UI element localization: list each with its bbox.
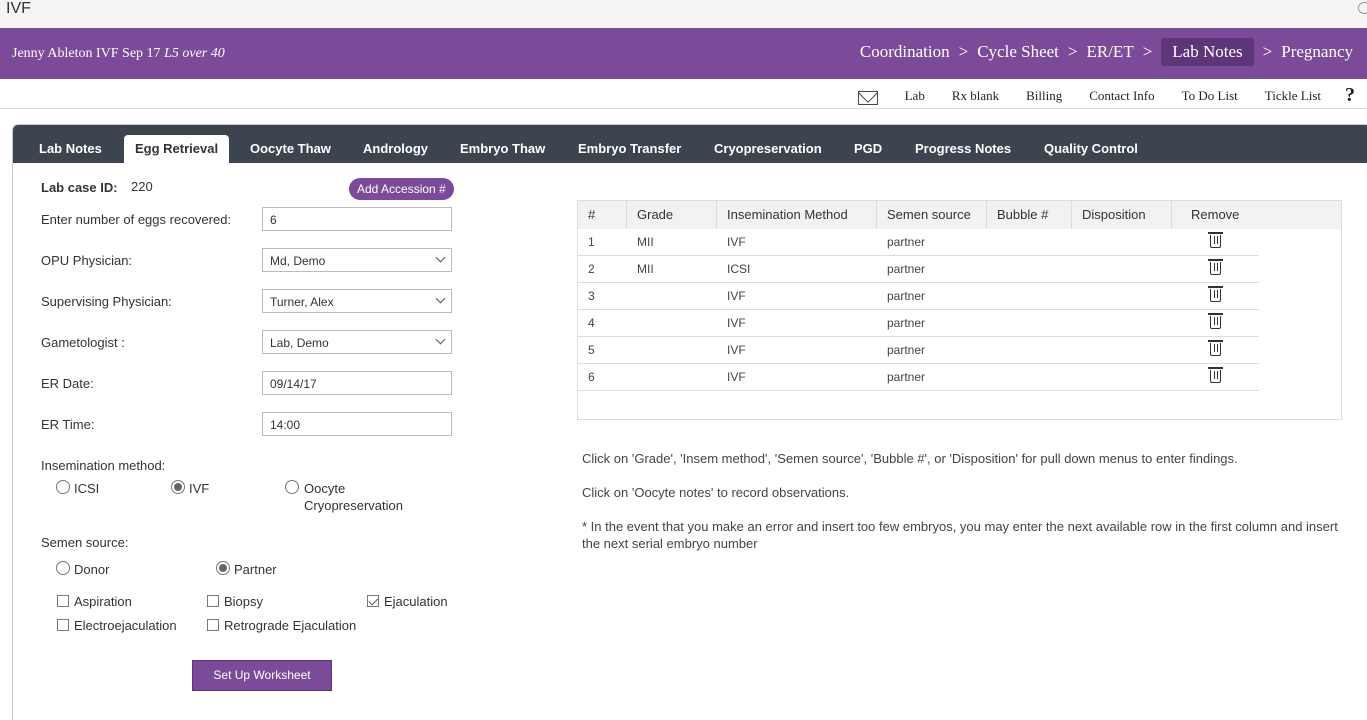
er-time-input[interactable]: 14:00 bbox=[262, 412, 452, 436]
col-remove: Remove bbox=[1191, 207, 1240, 222]
cell-semen-source[interactable]: partner bbox=[887, 289, 926, 303]
table-row bbox=[578, 229, 1259, 256]
col-number[interactable]: # bbox=[578, 201, 627, 229]
table-row bbox=[578, 364, 1259, 391]
col-grade[interactable]: Grade bbox=[627, 201, 717, 229]
nav-separator: > bbox=[958, 42, 969, 61]
patient-header bbox=[0, 28, 1367, 79]
setup-worksheet-button[interactable]: Set Up Worksheet bbox=[192, 660, 332, 691]
cell-semen-source[interactable]: partner bbox=[887, 262, 926, 276]
patient-info bbox=[12, 46, 225, 62]
cell-number: 4 bbox=[588, 316, 595, 330]
tab-lab-notes[interactable]: Lab Notes bbox=[39, 141, 102, 156]
col-bubble[interactable]: Bubble # bbox=[987, 201, 1072, 229]
cell-number: 5 bbox=[588, 343, 595, 357]
tab-oocyte-thaw[interactable]: Oocyte Thaw bbox=[250, 141, 331, 156]
chevron-down-icon bbox=[436, 253, 446, 263]
semen-source-label: Semen source: bbox=[41, 535, 129, 550]
trash-icon[interactable] bbox=[1210, 289, 1221, 302]
help-icon[interactable]: ? bbox=[1345, 84, 1355, 106]
radio-donor-label: Donor bbox=[74, 562, 110, 577]
cell-grade[interactable] bbox=[627, 283, 637, 310]
er-time-label: ER Time: bbox=[41, 417, 95, 432]
utility-links bbox=[858, 84, 1355, 107]
insemination-method-label: Insemination method: bbox=[41, 458, 166, 473]
mail-icon[interactable] bbox=[858, 91, 878, 105]
eggs-label: Enter number of eggs recovered: bbox=[41, 212, 232, 227]
link-lab[interactable]: Lab bbox=[904, 87, 925, 103]
cell-number: 1 bbox=[588, 235, 595, 249]
main-panel bbox=[12, 124, 1367, 720]
oocyte-table bbox=[577, 200, 1342, 420]
opu-physician-label: OPU Physician: bbox=[41, 253, 133, 268]
supervising-physician-value: Turner, Alex bbox=[270, 295, 334, 309]
instructions-text: Click on 'Grade', 'Insem method', 'Semen source', 'Bubble #', or 'Disposition' for pull down menus to enter findings. bbox=[582, 451, 1238, 466]
table-row bbox=[578, 283, 1259, 310]
link-billing[interactable]: Billing bbox=[1026, 87, 1063, 103]
checkbox-retrograde-label: Retrograde Ejaculation bbox=[224, 618, 357, 633]
nav-lab-notes[interactable]: Lab Notes bbox=[1161, 38, 1253, 66]
radio-icsi[interactable] bbox=[56, 480, 70, 494]
er-date-label: ER Date: bbox=[41, 376, 94, 391]
link-rx-blank[interactable]: Rx blank bbox=[951, 87, 1000, 103]
cell-semen-source[interactable]: partner bbox=[887, 370, 926, 384]
radio-icsi-label: ICSI bbox=[74, 481, 100, 496]
lab-case-label: Lab case ID: bbox=[41, 180, 118, 195]
cell-insemination-method[interactable]: IVF bbox=[727, 370, 746, 384]
nav-er-et[interactable]: ER/ET bbox=[1086, 42, 1134, 61]
tab-pgd[interactable]: PGD bbox=[854, 141, 883, 156]
er-date-input[interactable]: 09/14/17 bbox=[262, 371, 452, 395]
nav-separator: > bbox=[1067, 42, 1078, 61]
cell-semen-source[interactable]: partner bbox=[887, 343, 926, 357]
tab-bar bbox=[13, 125, 1367, 163]
checkbox-biopsy-label: Biopsy bbox=[224, 594, 264, 609]
radio-ivf-label: IVF bbox=[189, 481, 210, 496]
link-tickle-list[interactable]: Tickle List bbox=[1264, 87, 1321, 103]
patient-subtitle: L5 over 40 bbox=[164, 46, 225, 61]
link-to-do-list[interactable]: To Do List bbox=[1181, 87, 1238, 103]
window-title: IVF bbox=[6, 0, 31, 17]
nav-separator: > bbox=[1142, 42, 1153, 61]
cell-grade[interactable]: MII bbox=[637, 262, 654, 276]
radio-oocyte-cryopreservation[interactable] bbox=[285, 480, 299, 494]
col-insemination-method[interactable]: Insemination Method bbox=[717, 201, 877, 229]
checkbox-electroejaculation[interactable] bbox=[57, 619, 69, 631]
chevron-down-icon bbox=[436, 294, 446, 304]
radio-partner-label: Partner bbox=[234, 562, 277, 577]
radio-partner[interactable] bbox=[216, 561, 230, 575]
cell-semen-source[interactable]: partner bbox=[887, 316, 926, 330]
supervising-physician-label: Supervising Physician: bbox=[41, 294, 172, 309]
add-accession-button[interactable]: Add Accession # bbox=[349, 178, 454, 200]
cell-insemination-method[interactable]: IVF bbox=[727, 289, 746, 303]
cell-grade[interactable]: MII bbox=[637, 235, 654, 249]
radio-donor[interactable] bbox=[56, 561, 70, 575]
nav-coordination[interactable]: Coordination bbox=[859, 42, 950, 61]
opu-physician-value: Md, Demo bbox=[270, 254, 326, 268]
radio-oocyte-label: Oocyte bbox=[304, 481, 346, 496]
checkbox-electroejaculation-label: Electroejaculation bbox=[74, 618, 177, 633]
tab-progress-notes[interactable]: Progress Notes bbox=[915, 141, 1012, 156]
supervising-physician-select[interactable] bbox=[262, 289, 452, 313]
checkbox-aspiration[interactable] bbox=[57, 595, 69, 607]
table-header bbox=[578, 201, 1341, 229]
cell-number: 6 bbox=[588, 370, 595, 384]
tab-andrology[interactable]: Andrology bbox=[363, 141, 428, 156]
close-icon[interactable] bbox=[1358, 2, 1367, 14]
gametologist-label: Gametologist : bbox=[41, 335, 125, 350]
tab-quality-control[interactable]: Quality Control bbox=[1044, 141, 1138, 156]
patient-name: Jenny Ableton IVF Sep 17 bbox=[12, 46, 161, 61]
gametologist-value: Lab, Demo bbox=[270, 336, 329, 350]
trash-icon[interactable] bbox=[1210, 316, 1221, 329]
nav-pregnancy[interactable]: Pregnancy bbox=[1281, 42, 1353, 61]
cell-grade[interactable] bbox=[627, 337, 637, 364]
gametologist-select[interactable] bbox=[262, 330, 452, 354]
nav-cycle-sheet[interactable]: Cycle Sheet bbox=[977, 42, 1059, 61]
title-bar bbox=[0, 0, 1367, 28]
tab-embryo-transfer[interactable]: Embryo Transfer bbox=[578, 141, 682, 156]
cell-insemination-method[interactable]: ICSI bbox=[727, 262, 751, 276]
opu-physician-select[interactable] bbox=[262, 248, 452, 272]
cell-insemination-method[interactable]: IVF bbox=[727, 316, 746, 330]
error-note-text: * In the event that you make an error and insert too few embryos, you may enter the next available row in the first column and insert the next serial embryo number bbox=[582, 519, 1338, 551]
lab-case-value: 220 bbox=[131, 179, 153, 194]
tab-egg-retrieval[interactable]: Egg Retrieval bbox=[124, 135, 229, 163]
tab-embryo-thaw[interactable]: Embryo Thaw bbox=[460, 141, 546, 156]
tab-cryopreservation[interactable]: Cryopreservation bbox=[714, 141, 822, 156]
nav-separator: > bbox=[1262, 42, 1273, 61]
checkbox-biopsy[interactable] bbox=[207, 595, 219, 607]
checkbox-ejaculation[interactable] bbox=[367, 595, 379, 607]
cell-number: 2 bbox=[588, 262, 595, 276]
table-row bbox=[578, 256, 1259, 283]
col-disposition[interactable]: Disposition bbox=[1072, 201, 1172, 229]
checkbox-retrograde[interactable] bbox=[207, 619, 219, 631]
eggs-input[interactable]: 6 bbox=[262, 207, 452, 231]
radio-ivf[interactable] bbox=[171, 480, 185, 494]
cell-insemination-method[interactable]: IVF bbox=[727, 343, 746, 357]
trash-icon[interactable] bbox=[1210, 235, 1221, 248]
table-row bbox=[578, 337, 1259, 364]
oocyte-notes-text: Click on 'Oocyte notes' to record observations. bbox=[582, 485, 850, 500]
chevron-down-icon bbox=[436, 335, 446, 345]
cell-insemination-method[interactable]: IVF bbox=[727, 235, 746, 249]
table-row bbox=[578, 310, 1259, 337]
trash-icon[interactable] bbox=[1210, 343, 1221, 356]
trash-icon[interactable] bbox=[1210, 262, 1221, 275]
cell-grade[interactable] bbox=[627, 310, 637, 337]
col-semen-source[interactable]: Semen source bbox=[877, 201, 987, 229]
cell-semen-source[interactable]: partner bbox=[887, 235, 926, 249]
checkbox-ejaculation-label: Ejaculation bbox=[384, 594, 448, 609]
utility-bar bbox=[0, 79, 1367, 109]
checkbox-aspiration-label: Aspiration bbox=[74, 594, 132, 609]
cell-grade[interactable] bbox=[627, 364, 637, 391]
trash-icon[interactable] bbox=[1210, 370, 1221, 383]
workflow-nav bbox=[860, 38, 1353, 66]
radio-oocyte-label-2: Cryopreservation bbox=[304, 498, 403, 513]
link-contact-info[interactable]: Contact Info bbox=[1089, 87, 1155, 103]
cell-number: 3 bbox=[588, 289, 595, 303]
